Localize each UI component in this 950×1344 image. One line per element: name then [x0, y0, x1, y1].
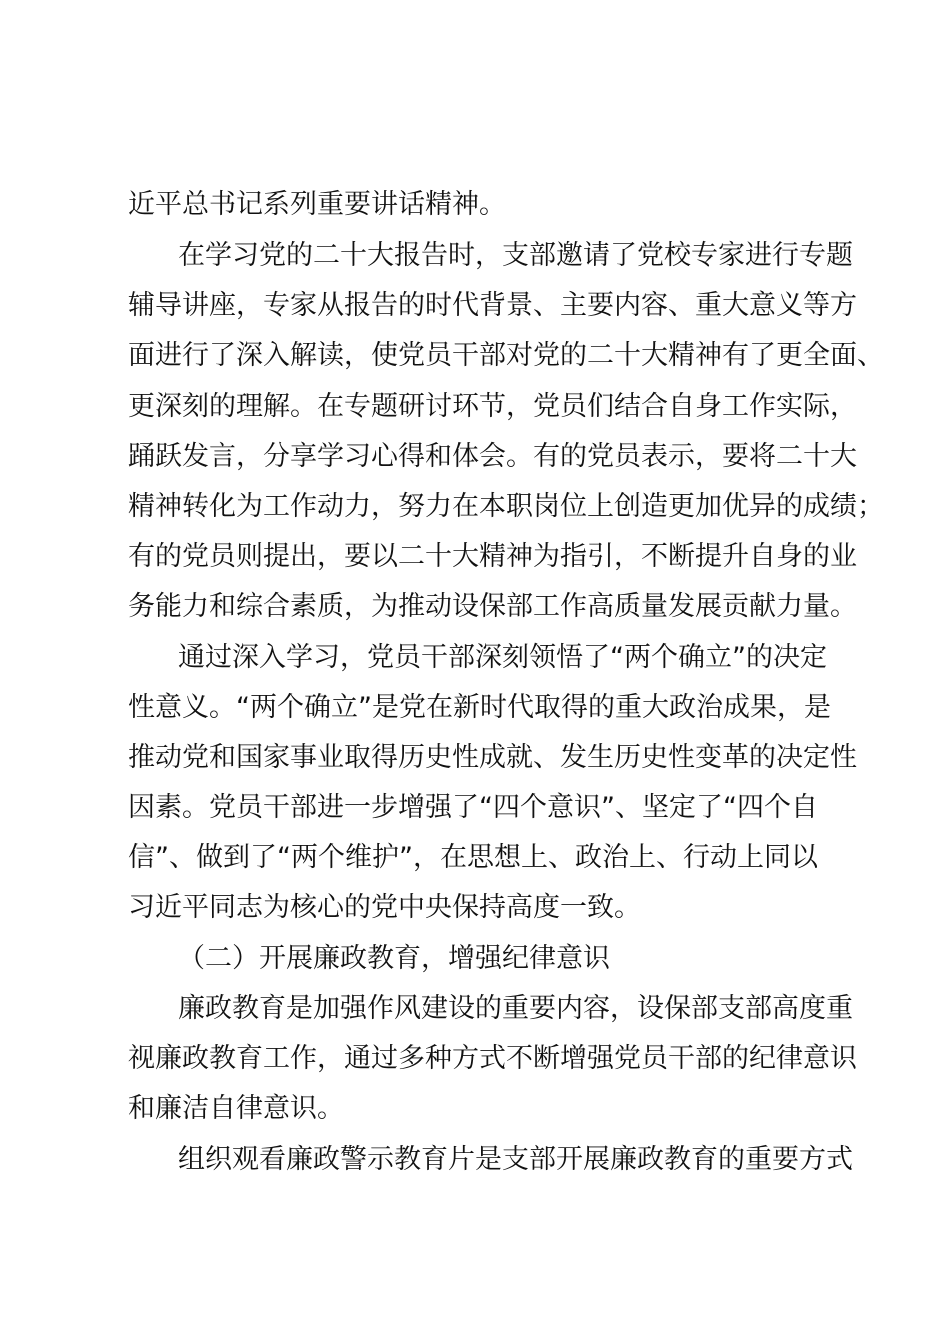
paragraph-start-line: 在学习党的二十大报告时，支部邀请了党校专家进行专题: [178, 240, 853, 271]
text-line: 性意义。“两个确立”是党在新时代取得的重大政治成果，是: [128, 692, 831, 723]
paragraph-start-line: 通过深入学习，党员干部深刻领悟了“两个确立”的决定: [178, 642, 827, 673]
text-line: 近平总书记系列重要讲话精神。: [128, 189, 506, 220]
text-line: 推动党和国家事业取得历史性成就、发生历史性变革的决定性: [128, 742, 857, 773]
paragraph-start-line: 组织观看廉政警示教育片是支部开展廉政教育的重要方式: [178, 1144, 853, 1175]
text-line: 视廉政教育工作，通过多种方式不断增强党员干部的纪律意识: [128, 1043, 857, 1074]
text-line: 面进行了深入解读，使党员干部对党的二十大精神有了更全面、: [128, 340, 884, 371]
section-heading: （二）开展廉政教育，增强纪律意识: [178, 943, 610, 974]
text-line: 辅导讲座，专家从报告的时代背景、主要内容、重大意义等方: [128, 290, 857, 321]
text-line: 有的党员则提出，要以二十大精神为指引，不断提升自身的业: [128, 541, 857, 572]
paragraph-start-line: 廉政教育是加强作风建设的重要内容，设保部支部高度重: [178, 993, 853, 1024]
text-line: 踊跃发言，分享学习心得和体会。有的党员表示，要将二十大: [128, 441, 857, 472]
text-line: 更深刻的理解。在专题研讨环节，党员们结合自身工作实际，: [128, 391, 857, 422]
text-line: 信”、做到了“两个维护”，在思想上、政治上、行动上同以: [128, 842, 818, 873]
text-line: 和廉洁自律意识。: [128, 1093, 344, 1124]
text-line: 习近平同志为核心的党中央保持高度一致。: [128, 892, 641, 923]
text-line: 务能力和综合素质，为推动设保部工作高质量发展贡献力量。: [128, 591, 857, 622]
text-line: 精神转化为工作动力，努力在本职岗位上创造更加优异的成绩；: [128, 491, 884, 522]
text-line: 因素。党员干部进一步增强了“四个意识”、坚定了“四个自: [128, 792, 818, 823]
